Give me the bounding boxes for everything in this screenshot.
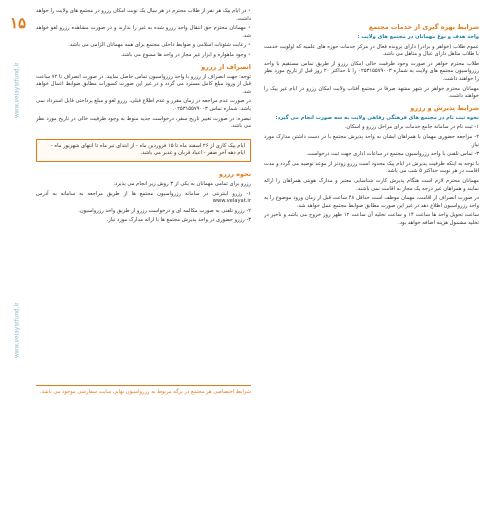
paragraph: با توجه به اینکه ظرفیت پذیرش در ایام پیک محدود است رزرو زودتر از موعد توصیه می گردد و مدت اقامت در هر نوبت حداکثر ۵ شب می باشد. (264, 160, 479, 175)
paragraph: ۱- رزرو اینترنتی در سامانه رزرواسیون مجتمع ها از طریق مراجعه به سامانه به آدرس www.velayat.ir (36, 190, 251, 205)
paragraph: رزرو برای تمامی مهمانان به یکی از ۳ روش زیر انجام می پذیرد: (113, 180, 251, 187)
paragraph: عموم طلاب (خواهر و برادر) دارای پرونده فعال در مرکز خدمات حوزه های علمیه که اولویت خدمت با طلاب متاهل دارای عیال و متاهل می باشد. (264, 43, 479, 58)
paragraph: طلاب محترم خواهر در صورت وجود ظرفیت خالی امکان رزرو از طریق تماس مستقیم با واحد رزرواسیون مجتمع های ولایت به شماره ۰۲۵۳۱۵۵۷۹۰۰۳ را تا حداکثر ۲۰ روز قبل از تاریخ مورد نظر را خواهند داشت. (264, 60, 479, 82)
paragraph: تبصره: در صورت تغییر تاریخ سفر، درخواست جدید منوط به وجود ظرفیت خالی در تاریخ مورد نظر می باشد. (36, 115, 251, 130)
paragraph: ۲- رزرو تلفنی به صورت مکالمه ای و درخواست رزرو از طریق واحد رزرواسیون. (78, 207, 251, 214)
section-heading: نحوه رزرو (218, 169, 251, 178)
subheading: واحد هدف و نوع مهمانان در مجتمع های ولایت : (357, 34, 479, 40)
peak-dates-callout: ایام پیک کاری از ۲۶ اسفند ماه تا ۱۵ فروردین ماه - از ابتدای تیر ماه تا انتهای شهریور ماه - ایام دهه آخر صفر - اعیاد قربان و غدیر می باشد. (36, 139, 251, 162)
paragraph: در صورت عدم مراجعه در زمان مقرر و عدم اطلاع قبلی، رزرو لغو و مبلغ پرداختی قابل استرداد نمی باشد. شماره تماس ۰۲۵۳۱۵۵۷۹۰۰۳. (36, 98, 251, 112)
paragraph: در صورت انصراف از اقامت، مهمان موظف است حداقل ۴۸ ساعت قبل از زمان ورود موضوع را به واحد رزرواسیون اطلاع دهد در غیر این صورت مطابق ضوابط مجتمع عمل خواهد شد. (264, 195, 479, 209)
side-url-bottom (10, 130, 26, 530)
subheading: نحوه ثبت نام در مجتمع های فرهنگی رفاهی ولایت به سه صورت انجام می گیرد: (275, 114, 479, 121)
side-url-text: www.velayatfund.ir (14, 302, 21, 358)
left-column (36, 8, 251, 396)
bullet-item: • مهمانان محترم حق انتقال واحد رزرو شده به غیر را ندارند و در صورت مشاهده رزرو لغو خواهد شد. (36, 25, 251, 40)
footer-note: شرایط اختصاصی هر مجتمع در برگه مربوط به رزرواسیون نهایی سایت سفارشی موجود می باشد. (36, 385, 251, 396)
paragraph: توجه: جهت انصراف از رزرو با واحد رزرواسیون تماس حاصل نمایید. در صورت انصراف تا ۷۲ ساعت قبل از ورود مبلغ کامل مسترد می گردد و در غیر این صورت کسورات مطابق ضوابط اعمال خواهد شد. (36, 73, 251, 95)
paragraph: ۱- ثبت نام در سامانه جامع خدمات برای مراحل رزرو و اسکان. (344, 124, 479, 131)
section-heading: انصراف از رزرو (201, 62, 251, 71)
page-number: ۱۵ (10, 15, 27, 32)
paragraph: ۳- تماس تلفنی با واحد رزرواسیون مجتمع در ساعات اداری جهت ثبت درخواست. (306, 151, 479, 158)
bullet-item: • در ایام پیک هر نفر از طلاب محترم در هر سال یک نوبت امکان رزرو در مجتمع های ولایت را خواهد داشت. (36, 8, 251, 23)
side-url-text: www.velayatfund.ir (14, 62, 21, 118)
paragraph: مهمانان محترم لازم است هنگام پذیرش کارت شناسایی معتبر و مدارک هویتی همراهان را ارائه نمایند و همراهان غیر درجه یک مجاز به اقامت نمی باشند. (264, 177, 479, 192)
bullet-item: • رعایت شئونات اسلامی و ضوابط داخلی مجتمع برای همه مهمانان الزامی می باشد. (36, 42, 251, 50)
section-heading: شرایط بهره گیری از خدمات مجتمع (368, 23, 479, 31)
paragraph: مهمانان محترم خواهر در شهر مشهد صرفا در مجتمع آفتاب ولایت امکان رزرو در ایام غیر پیک را خواهند داشت. (264, 85, 479, 100)
paragraph: ۲- مراجعه حضوری مهمان یا همراهان ایشان به واحد پذیرش مجتمع با در دست داشتن مدارک مورد نیاز. (264, 133, 479, 148)
section-heading: شرایط پذیرش و رزرو (410, 103, 479, 112)
bullet-item: • وجود ماهواره و ابزار غیر مجاز در واحد ها ممنوع می باشد. (36, 52, 251, 60)
paragraph: ساعت تحویل واحد ها ساعت ۱۴ و ساعت تخلیه آن ساعت ۱۲ ظهر روز خروج می باشد و تاخیر در تخلیه مشمول هزینه اضافه خواهد بود. (264, 212, 479, 226)
paragraph: ۳- رزرو حضوری در واحد پذیرش مجتمع ها با ارائه مدارک مورد نیاز. (106, 217, 251, 224)
right-column (264, 20, 479, 396)
